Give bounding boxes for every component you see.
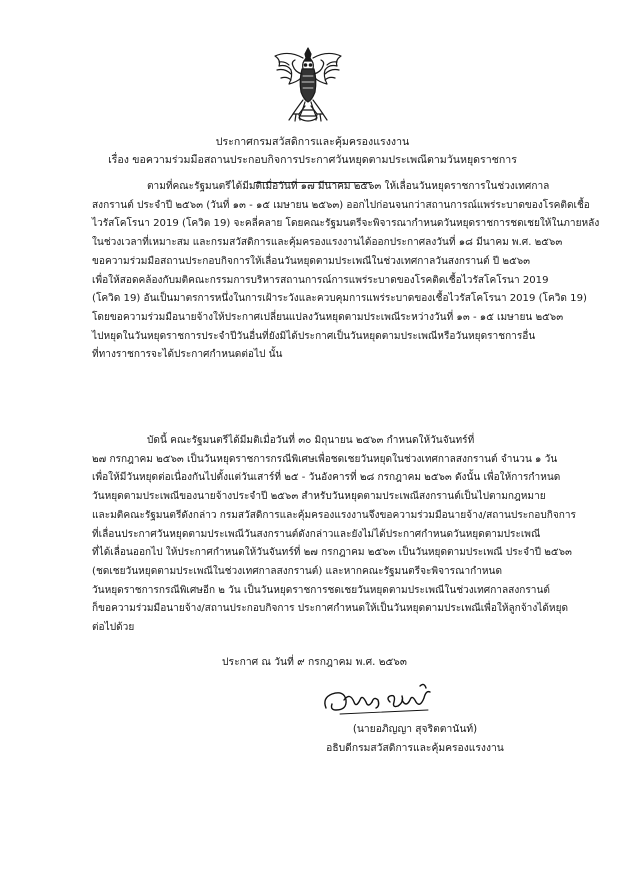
paragraph-line: ก็ขอความร่วมมือนายจ้าง/สถานประกอบกิจการ ประกาศกำหนดให้เป็นวันหยุดตามประเพณีเพื่อให้ลูกจ้างได้หยุด xyxy=(92,603,569,615)
paragraph-line: เพื่อให้มีวันหยุดต่อเนื่องกันไปตั้งแต่วันเสาร์ที่ ๒๕ - วันอังคารที่ ๒๘ กรกฎาคม ๒๕๖๓ ดังนั้น เพื่อให้การกำหนด xyxy=(92,472,561,484)
paragraph-line: ขอความร่วมมือสถานประกอบกิจการให้เลื่อนวันหยุดตามประเพณีในช่วงเทศกาลวันสงกรานต์ ปี ๒๕๖๓ xyxy=(92,255,531,267)
garuda-emblem-icon xyxy=(269,44,347,126)
paragraph-line: โดยขอความร่วมมือนายจ้างให้ประกาศเปลี่ยนแปลงวันหยุดตามประเพณีระหว่างวันที่ ๑๓ - ๑๕ เมษายน ๒๕๖๓ xyxy=(92,311,564,323)
paragraph-line: ๒๗ กรกฎาคม ๒๕๖๓ เป็นวันหยุดราชการกรณีพิเศษเพื่อชดเชยวันหยุดในช่วงเทศกาลสงกรานต์ จำนวน ๑ วัน xyxy=(92,453,558,465)
paragraph-line: วันหยุดราชการกรณีพิเศษอีก ๒ วัน เป็นวันหยุดราชการชดเชยวันหยุดตามประเพณีในช่วงเทศกาลสงกรานต์ xyxy=(92,584,550,596)
paragraph-line: บัดนี้ คณะรัฐมนตรีได้มีมติเมื่อวันที่ ๓๐ มิถุนายน ๒๕๖๓ กำหนดให้วันจันทร์ที่ xyxy=(147,435,475,446)
paragraph-line: ที่ทางราชการจะได้ประกาศกำหนดต่อไป นั้น xyxy=(92,349,283,361)
paragraph-line: ไปหยุดในวันหยุดราชการประจำปีวันอื่นที่ยังมิได้ประกาศเป็นวันหยุดตามประเพณีหรือวันหยุดราชการอื่น xyxy=(92,330,536,342)
signer-name: (นายอภิญญา สุจริตตานันท์) xyxy=(352,723,478,735)
paragraph-line: ต่อไปด้วย xyxy=(92,622,135,634)
handwritten-signature xyxy=(320,678,440,722)
paragraph-line: ในช่วงเวลาที่เหมาะสม และกรมสวัสดิการและคุ้มครองแรงงานได้ออกประกาศลงวันที่ ๑๘ มีนาคม พ.ศ. ๒๕๖๓ xyxy=(92,237,563,249)
document-title: ประกาศกรมสวัสดิการและคุ้มครองแรงงาน xyxy=(215,136,410,148)
paragraph-line: วันหยุดตามประเพณีของนายจ้างประจำปี ๒๕๖๓ สำหรับวันหยุดตามประเพณีสงกรานต์เป็นไปตามกฎหมาย xyxy=(92,491,546,503)
body-paragraph-2 xyxy=(92,432,576,638)
paragraph-line: ที่ได้เลื่อนออกไป ให้ประกาศกำหนดให้วันจันทร์ที่ ๒๗ กรกฎาคม ๒๕๖๓ เป็นวันหยุดตามประเพณี ประจำปี ๒๕๖๓ xyxy=(92,547,572,559)
document-subject: เรื่อง ขอความร่วมมือสถานประกอบกิจการประกาศวันหยุดตามประเพณีตามวันหยุดราชการ xyxy=(108,154,517,166)
paragraph-line: ที่เลื่อนประกาศวันหยุดตามประเพณีวันสงกรานต์ดังกล่าวและยังไม่ได้ประกาศกำหนดวันหยุดตามประเพณี xyxy=(92,528,541,540)
issued-date: ประกาศ ณ วันที่ ๙ กรกฎาคม พ.ศ. ๒๕๖๓ xyxy=(222,656,407,668)
paragraph-line: ตามที่คณะรัฐมนตรีได้มีมติเมื่อวันที่ ๑๗ มีนาคม ๒๕๖๓ ให้เลื่อนวันหยุดราชการในช่วงเทศกาล xyxy=(147,181,550,192)
paragraph-line: ไวรัสโคโรนา 2019 (โควิด 19) จะคลี่คลาย โดยคณะรัฐมนตรีจะพิจารณากำหนดวันหยุดราชการชดเชยให้ในภายหลัง xyxy=(92,218,600,230)
paragraph-line: และมติคณะรัฐมนตรีดังกล่าว กรมสวัสดิการและคุ้มครองแรงงานจึงขอความร่วมมือนายจ้าง/สถานประกอบกิจการ xyxy=(92,509,576,521)
paragraph-line: สงกรานต์ ประจำปี ๒๕๖๓ (วันที่ ๑๓ - ๑๕ เมษายน ๒๕๖๓) ออกไปก่อนจนกว่าสถานการณ์แพร่ระบาดของโรคติดเชื้อ xyxy=(92,199,590,211)
paragraph-line: (โควิด 19) อันเป็นมาตรการหนึ่งในการเฝ้าระวังและควบคุมการแพร่ระบาดของเชื้อไวรัสโคโรนา 2019 (โควิด 19) xyxy=(92,293,587,305)
paragraph-line: เพื่อให้สอดคล้องกับมติคณะกรรมการบริหารสถานการณ์การแพร่ระบาดของโรคติดเชื้อไวรัสโคโรนา 2019 xyxy=(92,274,549,286)
signer-title: อธิบดีกรมสวัสดิการและคุ้มครองแรงงาน xyxy=(326,742,504,754)
paragraph-line: (ชดเชยวันหยุดตามประเพณีในช่วงเทศกาลสงกรานต์) และหากคณะรัฐมนตรีจะพิจารณากำหนด xyxy=(92,565,503,577)
body-paragraph-1 xyxy=(92,178,600,365)
